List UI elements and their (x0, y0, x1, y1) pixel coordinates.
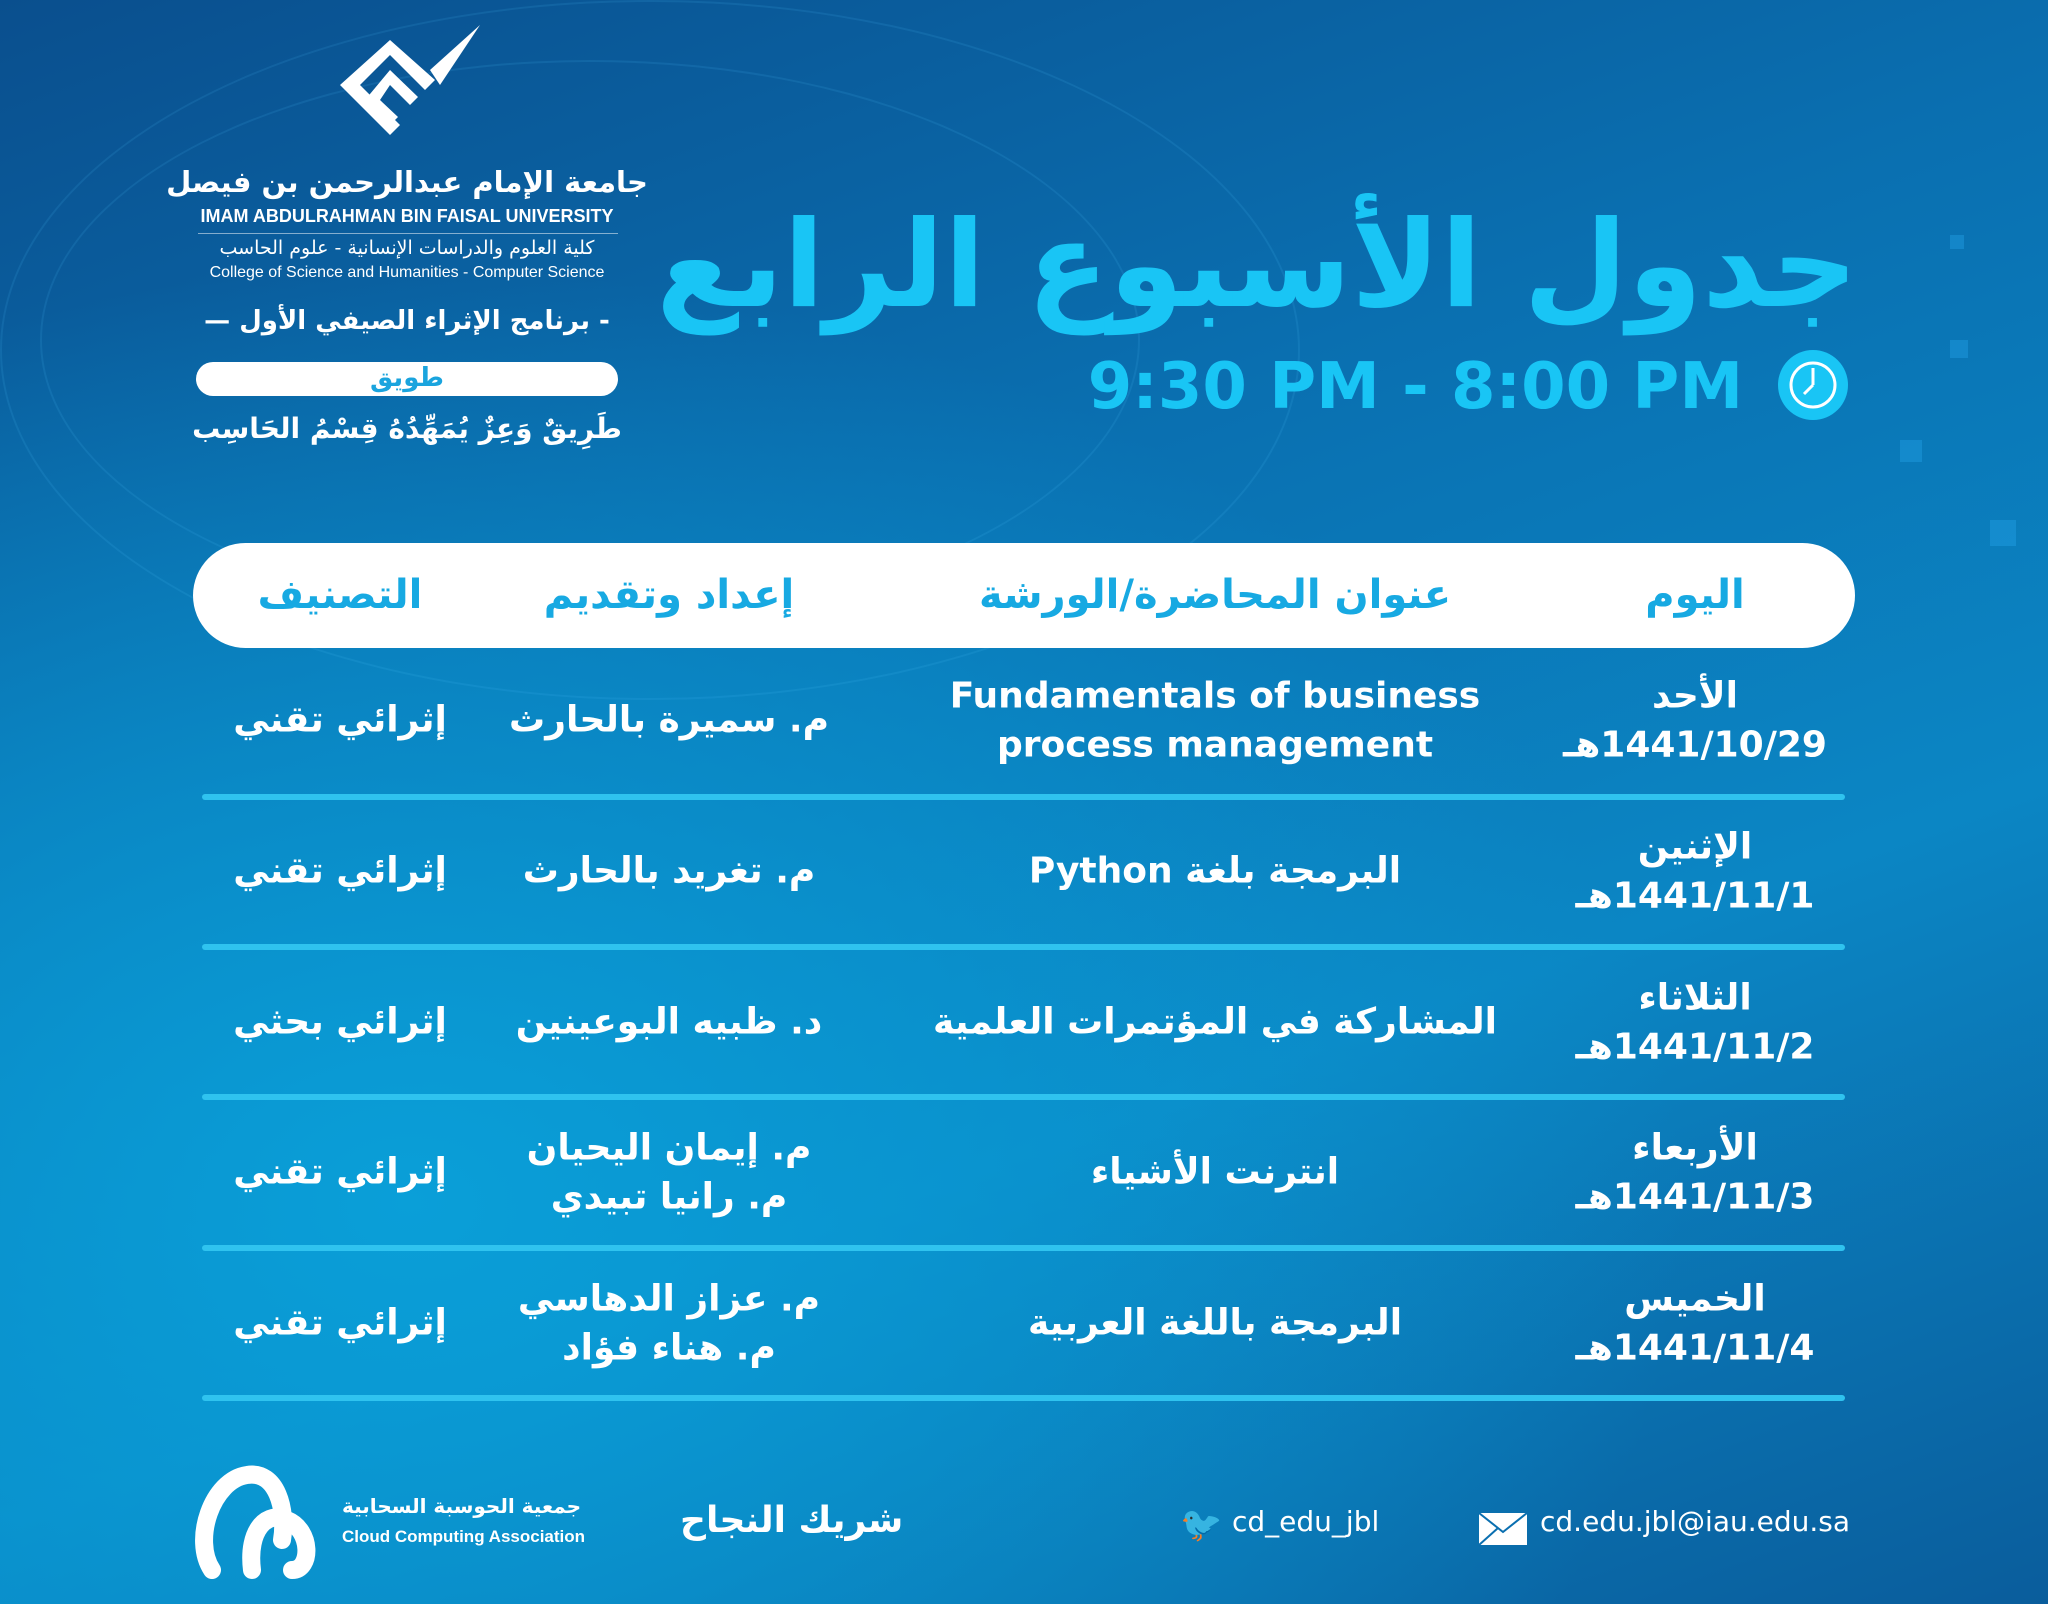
header-presenter: إعداد وتقديم (543, 572, 795, 618)
header-category: التصنيف (257, 572, 423, 618)
day-date: 1441/11/4هـ (1575, 1327, 1815, 1368)
row-separator (202, 1094, 1845, 1100)
day-name: الأحد (1652, 675, 1738, 717)
title-cell: انترنت الأشياء (1090, 1151, 1340, 1193)
background-curve (40, 60, 1140, 620)
day-name: الخميس (1624, 1278, 1766, 1320)
college-name-en: College of Science and Humanities - Computer Science (209, 264, 605, 281)
title-cell: المشاركة في المؤتمرات العلمية (933, 1001, 1497, 1043)
row-separator (202, 944, 1845, 950)
twitter-icon: 🐦 (1180, 1505, 1223, 1545)
table-header (193, 543, 1855, 648)
decor-square (1990, 520, 2016, 546)
presenter-cell: م. عزاز الدهاسي م. هناء فؤاد (517, 1278, 821, 1368)
category-cell: إثرائي بحثي (233, 1001, 447, 1043)
university-name-ar: جامعة الإمام عبدالرحمن بن فيصل (166, 165, 648, 199)
row-separator (202, 1395, 1845, 1401)
day-date: 1441/11/3هـ (1575, 1176, 1815, 1217)
cloud-association-logo (192, 1460, 332, 1580)
day-name: الأربعاء (1632, 1127, 1758, 1169)
email-address[interactable]: cd.edu.jbl@iau.edu.sa (1540, 1505, 1851, 1538)
program-slogan: طَرِيقٌ وَعِزٌ يُمَهِّدُهُ قِسْمُ الحَاسِب (192, 412, 622, 445)
day-cell (1576, 974, 1815, 1071)
category-cell: إثرائي تقني (233, 850, 447, 892)
clock-icon (1778, 350, 1848, 420)
category-cell: إثرائي تقني (233, 1151, 447, 1193)
presenter-cell: م. تغريد بالحارث (522, 850, 816, 892)
presenter-cell: م. سميرة بالحارث (509, 699, 829, 741)
presenter-cell: د. ظبيه البوعينين (515, 1001, 823, 1043)
divider (198, 233, 618, 234)
decor-square (1950, 235, 1964, 249)
page-title: جدول الأسبوع الرابع (656, 196, 1858, 335)
header-day: اليوم (1645, 572, 1745, 618)
university-name-en: IMAM ABDULRAHMAN BIN FAISAL UNIVERSITY (200, 206, 614, 226)
partner-name-ar: جمعية الحوسبة السحابية (342, 1494, 582, 1518)
category-cell: إثرائي تقني (233, 1302, 447, 1344)
presenter-cell: م. إيمان اليحيان م. رانيا تبيدي (526, 1127, 812, 1217)
partner-label: شريك النجاح (680, 1500, 904, 1541)
category-cell: إثرائي تقني (233, 699, 447, 741)
title-cell: البرمجة بلغة Python (1028, 850, 1402, 892)
day-name: الثلاثاء (1638, 977, 1752, 1019)
decor-square (1900, 440, 1922, 462)
day-name: الإثنين (1637, 826, 1753, 868)
title-cell: البرمجة باللغة العربية (1027, 1302, 1403, 1344)
program-name-badge: طويق (196, 362, 618, 396)
partner-name-en: Cloud Computing Association (342, 1527, 586, 1546)
title-cell: Fundamentals of business process management (949, 675, 1481, 765)
time-range: 9:30 PM - 8:00 PM (1087, 350, 1743, 424)
day-cell (1576, 1275, 1815, 1372)
row-separator (202, 794, 1845, 800)
day-date: 1441/11/1هـ (1575, 875, 1815, 916)
decor-square (1950, 340, 1968, 358)
twitter-handle[interactable]: cd_edu_jbl (1232, 1505, 1380, 1538)
college-name-ar: كلية العلوم والدراسات الإنسانية - علوم الحاسب (219, 237, 595, 259)
university-logo (330, 25, 490, 155)
day-date: 1441/10/29هـ (1563, 724, 1827, 765)
day-date: 1441/11/2هـ (1575, 1026, 1815, 1067)
day-cell (1576, 823, 1815, 920)
day-cell (1576, 1124, 1815, 1221)
row-separator (202, 1245, 1845, 1251)
day-cell (1563, 672, 1827, 769)
header-title: عنوان المحاضرة/الورشة (978, 572, 1452, 618)
email-icon (1478, 1512, 1528, 1546)
program-title: — برنامج الإثراء الصيفي الأول - (204, 306, 610, 336)
